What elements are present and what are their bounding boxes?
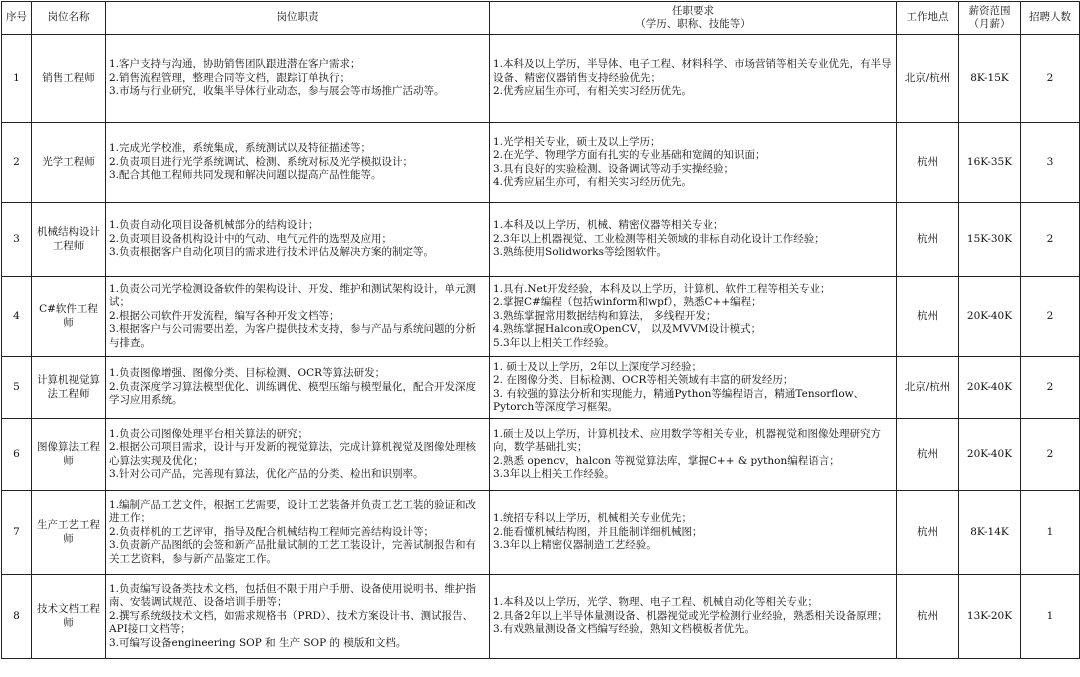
cell-duties-line: 3.根据客户与公司需要出差，为客户提供技术支持，参与产品与系统问题的分析与排查。 [109,323,477,349]
cell-duties [106,35,490,123]
cell-count: 2 [1021,203,1080,277]
cell-requirements-line: 2.具备2年以上半导体量测设备、机器视觉或光学检测行业经验，熟悉相关设备原理； [493,609,888,622]
cell-salary: 8K-15K [959,35,1021,123]
table-row [2,277,1080,357]
header-duties: 岗位职责 [106,2,490,35]
cell-requirements-line: 3.具有良好的实验检测、设备调试等动手实操经验； [493,162,735,175]
table-row [2,203,1080,277]
cell-duties [106,575,490,659]
cell-duties-line: 3.市场与行业研究，收集半导体行业动态，参与展会等市场推广活动等。 [109,85,445,98]
cell-count: 2 [1021,419,1080,491]
cell-location: 杭州 [897,277,959,357]
cell-count: 2 [1021,357,1080,419]
cell-duties-line: 1.负责图像增强、图像分类、目标检测、OCR等算法研发； [109,367,386,380]
cell-duties-line: 1.负责公司图像处理平台相关算法的研究； [109,427,309,440]
cell-salary: 13K-20K [959,575,1021,659]
cell-salary: 20K-40K [959,419,1021,491]
header-title: 岗位名称 [32,2,106,35]
cell-requirements-line: 2.熟悉 opencv，halcon 等视觉算法库，掌握C++ & python编程语言； [493,454,840,467]
cell-duties-line: 3.配合其他工程师共同发现和解决问题以提高产品性能等。 [109,169,382,182]
header-req-line1: 任职要求 [672,4,714,17]
cell-job-title: 销售工程师 [32,35,106,123]
table-row [2,575,1080,659]
cell-requirements-line: 3. 有较强的算法分析和实现能力，精通Python等编程语言，精通Tensorflow、Pytorch等深度学习框架。 [493,387,865,413]
cell-seq: 3 [2,203,32,277]
cell-job-title: 图像算法工程师 [32,419,106,491]
table-row [2,35,1080,123]
cell-duties-line: 2.销售流程管理，整理合同等文档，跟踪订单执行； [109,71,351,84]
cell-requirements [490,203,897,277]
cell-salary: 16K-35K [959,123,1021,203]
cell-duties-line: 2.根据公司软件开发流程，编写各种开发文档等； [109,309,340,322]
cell-job-title: 技术文档工程师 [32,575,106,659]
cell-seq: 1 [2,35,32,123]
cell-duties [106,357,490,419]
cell-duties-line: 2.根据公司项目需求，设计与开发新的视觉算法，完成计算机视觉及图像处理核心算法实现及优化； [109,441,477,467]
cell-seq: 4 [2,277,32,357]
cell-job-title: 生产工艺工程师 [32,491,106,575]
cell-requirements-line: 1.光学相关专业，硕士及以上学历； [493,135,661,148]
cell-salary: 8K-14K [959,491,1021,575]
table-row [2,419,1080,491]
cell-requirements-line: 1. 硕士及以上学历，2年以上深度学习经验； [493,360,703,373]
cell-count: 3 [1021,123,1080,203]
cell-seq: 2 [2,123,32,203]
cell-requirements-line: 2. 在图像分类、目标检测、OCR等相关领域有丰富的研发经历； [493,374,794,386]
cell-requirements-line: 2.在光学、物理学方面有扎实的专业基础和宽阔的知识面； [493,149,766,161]
cell-job-title: 机械结构设计工程师 [32,203,106,277]
header-count: 招聘人数 [1021,2,1080,35]
cell-job-title: C#软件工程师 [32,277,106,357]
cell-duties-line: 2.负责样机的工艺评审，指导及配合机械结构工程师完善结构设计等； [109,525,435,538]
cell-requirements-line: 2.能看懂机械结构图，并且能制详细机械图； [493,525,703,538]
cell-count: 1 [1021,491,1080,575]
cell-seq: 6 [2,419,32,491]
cell-duties [106,203,490,277]
cell-location: 北京/杭州 [897,357,959,419]
cell-location: 杭州 [897,203,959,277]
cell-requirements-line: 1.硕士及以上学历，计算机技术、应用数学等相关专业，机器视觉和图像处理研究方向，数学基础扎实； [493,427,882,453]
cell-duties-line: 1.负责编写设备类技术文档，包括但不限于用户手册、设备使用说明书、维护指南、安装调试规范、设备培训手册等； [109,582,477,609]
cell-requirements-line: 3.3年以上相关工作经验。 [493,468,615,480]
cell-job-title: 光学工程师 [32,123,106,203]
cell-seq: 5 [2,357,32,419]
job-table [1,1,1080,659]
cell-requirements-line: 4.优秀应届生亦可，有相关实习经历优先。 [493,176,693,188]
cell-requirements-line: 1.具有.Net开发经验，本科及以上学历，计算机、软件工程等相关专业； [493,282,831,295]
cell-requirements-line: 2.掌握C#编程（包括winform和wpf），熟悉C++编程； [493,296,762,309]
cell-requirements-line: 1.统招专科以上学历，机械相关专业优先； [493,512,693,525]
cell-duties-line: 3.针对公司产品，完善现有算法，优化产品的分类、检出和识别率。 [109,468,424,480]
cell-requirements-line: 3.熟练掌握常用数据结构和算法， 多线程开发； [493,309,717,322]
cell-duties-line: 2.撰写系统级技术文档，如需求规格书（PRD）、技术方案设计书、测试报告、API接口文档等； [109,609,474,636]
header-requirements [490,2,897,35]
cell-requirements-line: 1.本科及以上学历，半导体、电子工程、材料科学、市场营销等相关专业优先，有半导设备、精密仪器销售支持经验优先； [493,58,892,84]
table-row [2,491,1080,575]
cell-duties [106,419,490,491]
cell-duties-line: 2.负责深度学习算法模型优化、训练调优、模型压缩与模型量化，配合开发深度学习应用系统。 [109,380,477,407]
cell-seq: 7 [2,491,32,575]
cell-count: 2 [1021,35,1080,123]
cell-duties-line: 1.客户支持与沟通，协助销售团队跟进潜在客户需求； [109,58,361,71]
cell-duties [106,123,490,203]
cell-duties [106,491,490,575]
cell-count: 2 [1021,277,1080,357]
cell-requirements [490,277,897,357]
cell-duties-line: 1.负责自动化项目设备机械部分的结构设计； [109,219,319,232]
cell-duties [106,277,490,357]
cell-duties-line: 2.负责项目设备机构设计中的气动、电气元件的选型及应用； [109,232,393,245]
cell-count: 1 [1021,575,1080,659]
cell-requirements-line: 3.有戏熟量测设备文档编写经验，熟知文档模板者优先。 [493,623,756,636]
cell-location: 杭州 [897,123,959,203]
cell-duties-line: 3.负责新产品图纸的会签和新产品批量试制的工艺工装设计，完善试制报告和有关工艺资料，参与新产品鉴定工作。 [109,539,477,565]
cell-requirements-line: 3.3年以上精密仪器制造工艺经验。 [493,539,657,552]
cell-duties-line: 1.完成光学校准，系统集成，系统测试以及特征描述等； [109,142,372,155]
cell-duties-line: 2.负责项目进行光学系统调试、检测、系统对标及光学模拟设计； [109,155,414,168]
header-location: 工作地点 [897,2,959,35]
header-row [2,2,1080,35]
cell-requirements [490,491,897,575]
header-seq: 序号 [2,2,32,35]
header-req-line2: （学历、职称、技能等） [635,18,751,30]
cell-requirements-line: 2.3年以上机器视觉、工业检测等相关领域的非标自动化设计工作经验； [493,232,825,245]
cell-requirements [490,357,897,419]
cell-seq: 8 [2,575,32,659]
header-salary-line1: 薪资范围 [968,4,1011,17]
cell-location: 北京/杭州 [897,35,959,123]
cell-salary: 15K-30K [959,203,1021,277]
cell-requirements [490,35,897,123]
cell-salary: 20K-40K [959,277,1021,357]
cell-requirements [490,575,897,659]
cell-requirements-line: 3.熟练使用Solidworks等绘图软件。 [493,246,668,259]
cell-duties-line: 1.编制产品工艺文件，根据工艺需要，设计工艺装备并负责工艺工装的验证和改进工作； [109,498,477,525]
cell-location: 杭州 [897,491,959,575]
cell-requirements [490,419,897,491]
cell-duties-line: 3.负责根据客户自动化项目的需求进行技术评估及解决方案的制定等。 [109,246,435,259]
cell-requirements-line: 1.本科及以上学历，光学、物理、电子工程、机械自动化等相关专业； [493,596,819,609]
cell-salary: 20K-40K [959,357,1021,419]
cell-requirements-line: 4.熟练掌握Halcon或OpenCV， 以及MVVM设计模式； [493,323,762,336]
header-salary-line2: （月薪） [968,18,1011,30]
table-row [2,123,1080,203]
cell-requirements-line: 5.3年以上相关工作经验。 [493,336,615,349]
cell-requirements-line: 1.本科及以上学历，机械、精密仪器等相关专业； [493,219,724,232]
cell-duties-line: 3.可编写设备engineering SOP 和 生产 SOP 的 模版和文档。 [109,636,407,649]
cell-location: 杭州 [897,419,959,491]
cell-location: 杭州 [897,575,959,659]
cell-requirements [490,123,897,203]
cell-duties-line: 1.负责公司光学检测设备软件的架构设计、开发、维护和测试架构设计，单元测试； [109,282,477,309]
header-salary [959,2,1021,35]
cell-requirements-line: 2.优秀应届生亦可，有相关实习经历优先。 [493,85,693,98]
cell-job-title: 计算机视觉算法工程师 [32,357,106,419]
table-row [2,357,1080,419]
